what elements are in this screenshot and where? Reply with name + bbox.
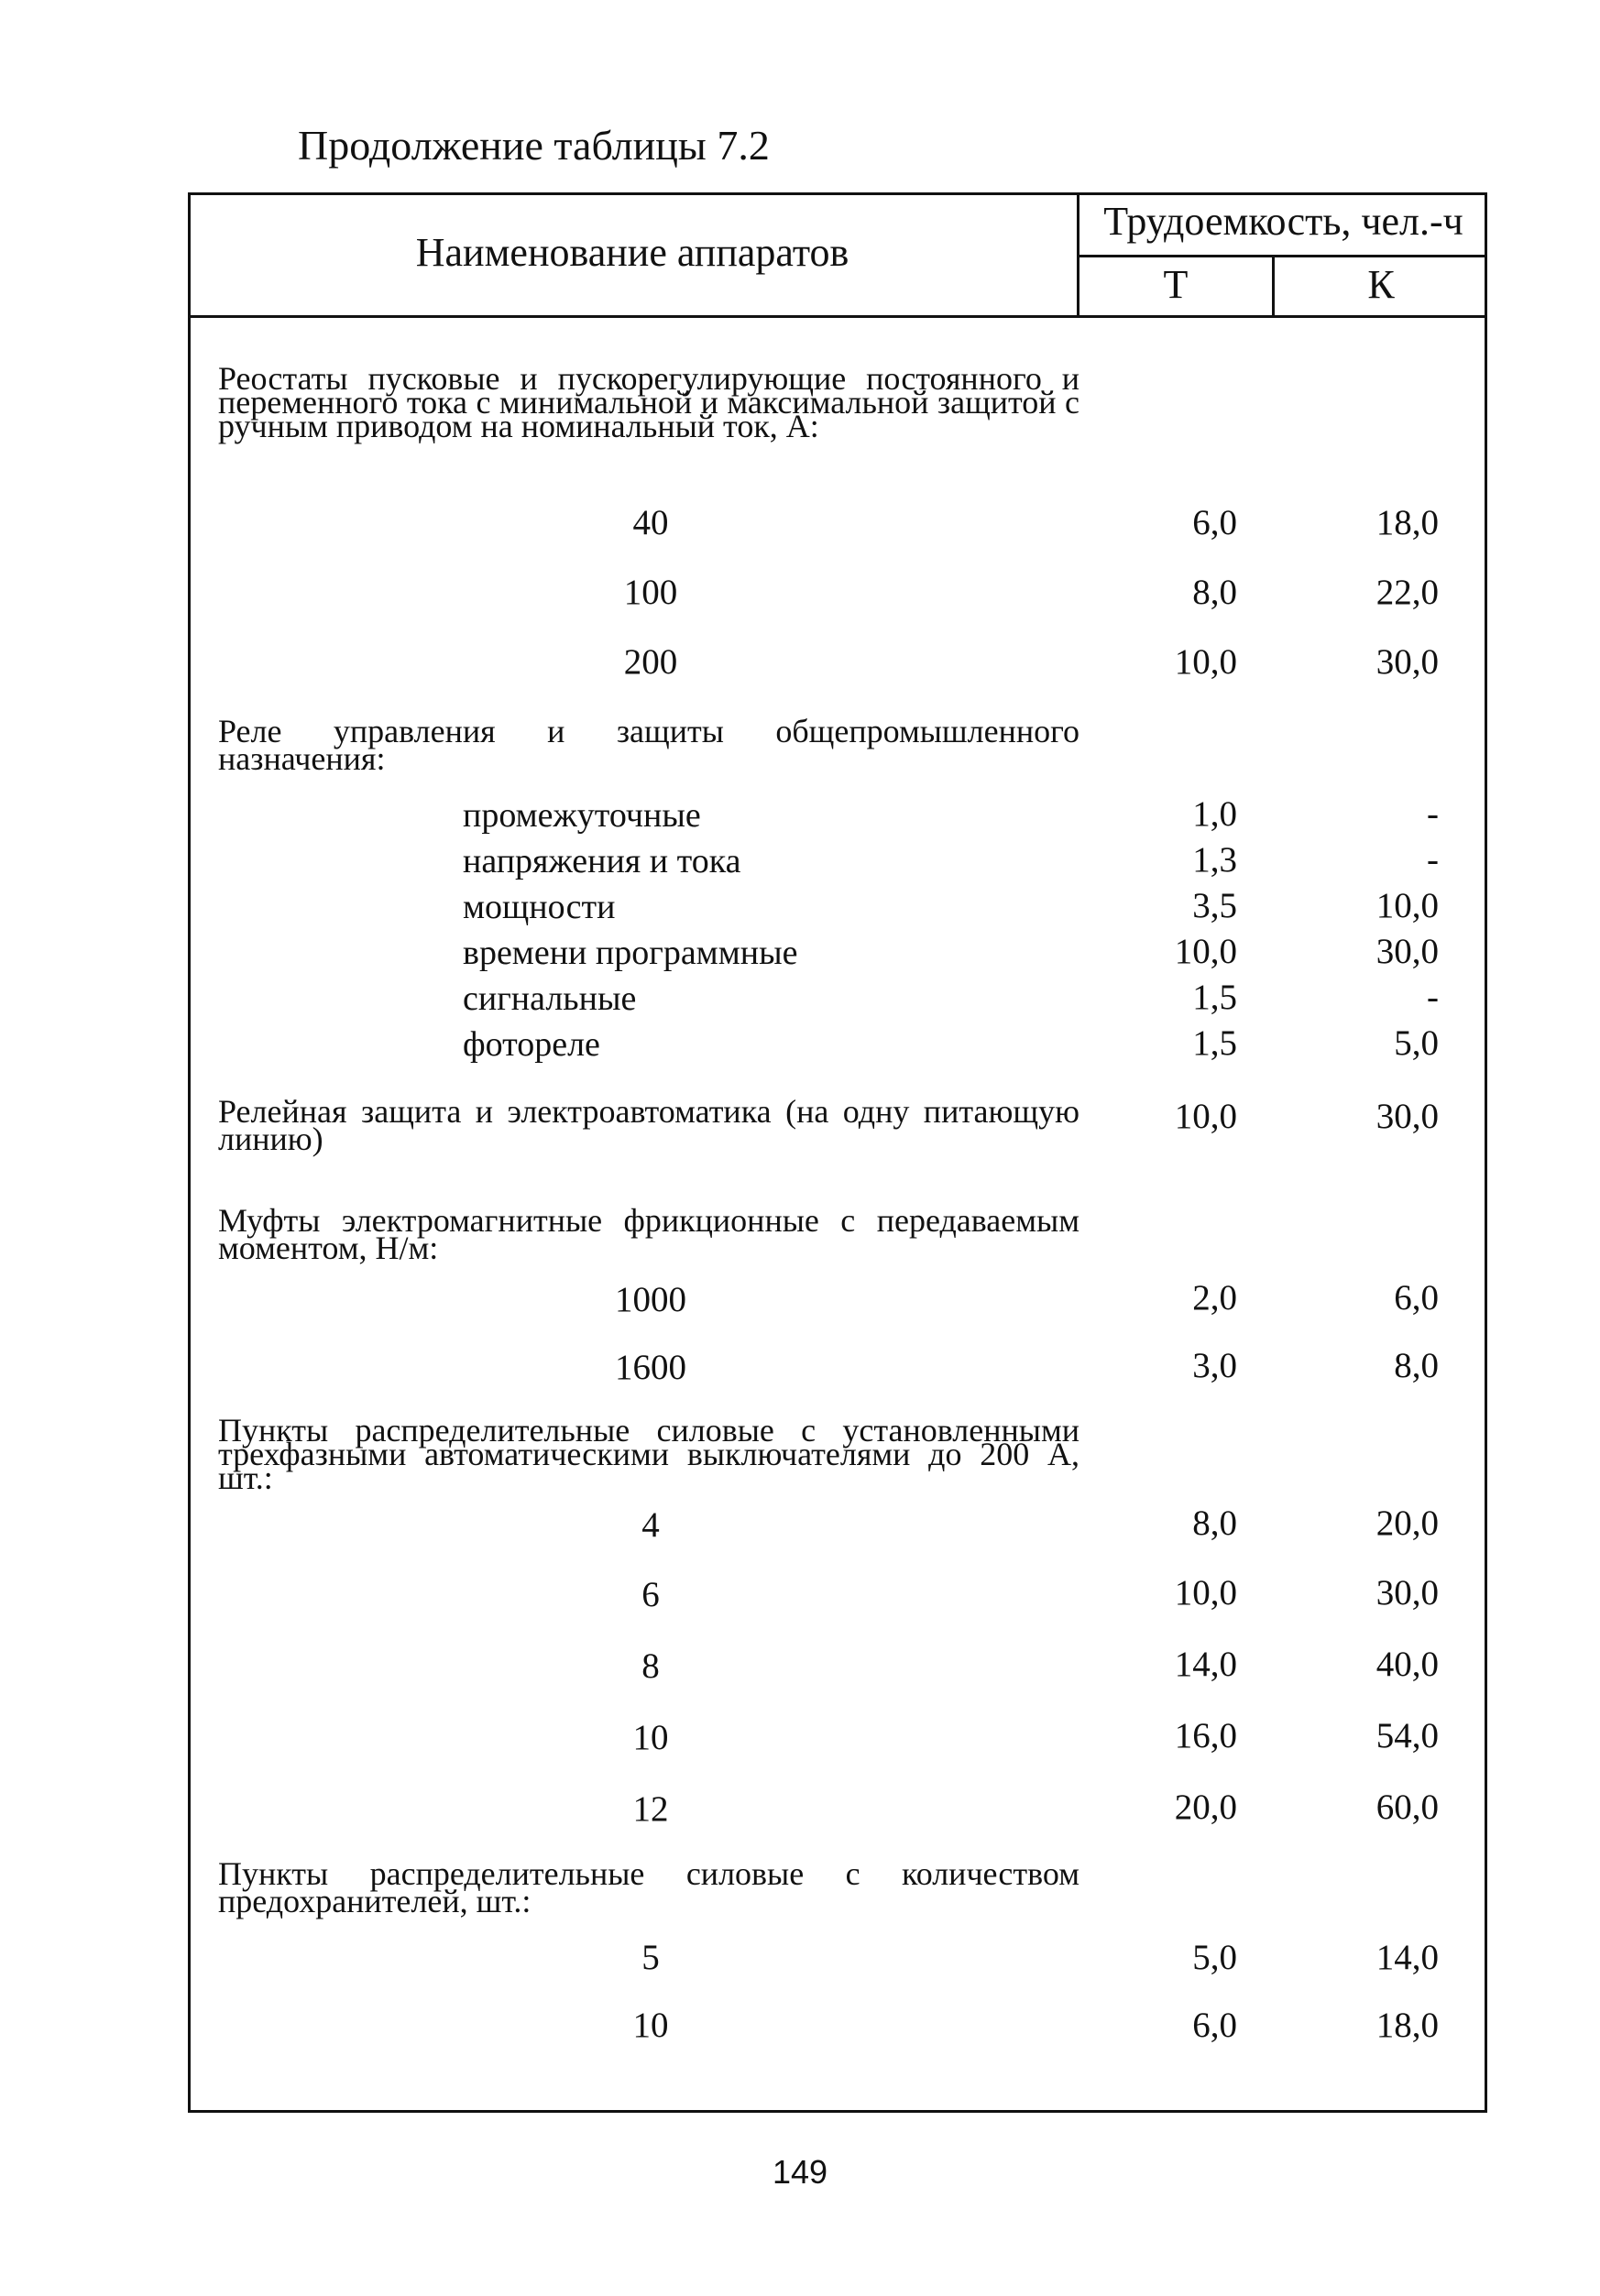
header-col-t: Т	[1163, 262, 1189, 307]
row-label: напряжения и тока	[463, 842, 741, 880]
row-param: 8	[641, 1646, 660, 1686]
row-k: 30,0	[1375, 1573, 1439, 1613]
row-label: мощности	[463, 888, 616, 926]
row-t: 3,5	[1192, 886, 1237, 925]
row-k: 8,0	[1394, 1346, 1439, 1385]
header-name-column: Наименование аппаратов	[415, 230, 849, 275]
row-t: 6,0	[1192, 503, 1237, 542]
row-t: 10,0	[1174, 1097, 1237, 1136]
row-k: 10,0	[1375, 886, 1439, 925]
row-t: 16,0	[1174, 1716, 1237, 1755]
row-t: 8,0	[1192, 573, 1237, 612]
row-param: 12	[632, 1789, 669, 1829]
row-t: 3,0	[1192, 1346, 1237, 1385]
row-param: 100	[623, 573, 678, 612]
row-t: 10,0	[1174, 642, 1237, 682]
header-col-k: К	[1367, 262, 1395, 307]
row-k: -	[1427, 794, 1439, 834]
section-title: Пункты распределительные силовые с установленными трехфазными автоматическими выключателями до 200 А, шт.:	[218, 1412, 1079, 1496]
row-t: 1,5	[1192, 978, 1237, 1017]
row-t: 1,3	[1192, 840, 1237, 880]
row-label: времени программные	[463, 934, 798, 972]
row-k: 22,0	[1375, 573, 1439, 612]
row-k: 14,0	[1375, 1938, 1439, 1977]
row-t: 10,0	[1174, 932, 1237, 971]
row-label: фотореле	[463, 1025, 600, 1064]
subheader-rule	[1077, 255, 1487, 257]
row-k: 6,0	[1394, 1278, 1439, 1317]
row-t: 20,0	[1174, 1788, 1237, 1827]
row-t: 5,0	[1192, 1938, 1237, 1977]
row-k: 60,0	[1375, 1788, 1439, 1827]
row-k: 40,0	[1375, 1645, 1439, 1684]
section-title: Реостаты пусковые и пускорегулирующие постоянного и переменного тока с минимальной и максимальной защитой с ручным приводом на номинальный ток, А:	[218, 360, 1079, 444]
table-caption: Продолжение таблицы 7.2	[298, 122, 770, 169]
row-k: 20,0	[1375, 1503, 1439, 1543]
header-labor-column: Трудоемкость, чел.-ч	[1103, 199, 1463, 244]
row-param: 6	[641, 1575, 660, 1614]
header-bottom-rule	[188, 315, 1487, 318]
row-param: 40	[632, 503, 669, 542]
row-param: 10	[632, 2006, 669, 2045]
row-t: 6,0	[1192, 2006, 1237, 2045]
row-param: 1000	[615, 1280, 686, 1319]
row-label: сигнальные	[463, 979, 637, 1018]
row-k: 18,0	[1375, 503, 1439, 542]
section-title: Пункты распределительные силовые с количеством предохранителей, шт.:	[218, 1855, 1079, 1919]
row-param: 1600	[615, 1348, 686, 1387]
row-param: 5	[641, 1938, 660, 1977]
row-t: 1,5	[1192, 1023, 1237, 1063]
row-k: -	[1427, 840, 1439, 880]
row-t: 1,0	[1192, 794, 1237, 834]
row-param: 10	[632, 1718, 669, 1757]
row-k: 30,0	[1375, 642, 1439, 682]
row-param: 200	[623, 642, 678, 682]
row-k: 54,0	[1375, 1716, 1439, 1755]
row-param: 4	[641, 1505, 660, 1545]
row-k: 5,0	[1394, 1023, 1439, 1063]
section-title: Муфты электромагнитные фрикционные с передаваемым моментом, Н/м:	[218, 1202, 1079, 1266]
section-title: Реле управления и защиты общепромышленного назначения:	[218, 713, 1079, 777]
section-title: Релейная защита и электроавтоматика (на одну питающую линию)	[218, 1093, 1079, 1157]
row-t: 10,0	[1174, 1573, 1237, 1613]
row-k: 30,0	[1375, 1097, 1439, 1136]
row-k: 30,0	[1375, 932, 1439, 971]
row-k: 18,0	[1375, 2006, 1439, 2045]
row-t: 2,0	[1192, 1278, 1237, 1317]
row-t: 14,0	[1174, 1645, 1237, 1684]
row-label: промежуточные	[463, 796, 701, 835]
row-t: 8,0	[1192, 1503, 1237, 1543]
page-number: 149	[772, 2153, 828, 2191]
row-k: -	[1427, 978, 1439, 1017]
